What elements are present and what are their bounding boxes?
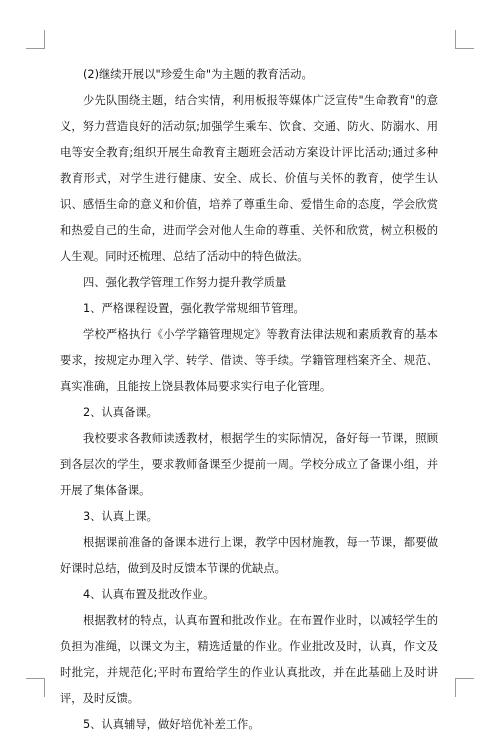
crop-mark-top-left (26, 30, 45, 49)
crop-mark-top-right (455, 30, 474, 49)
body-paragraph-teaching: 根据课前准备的备课本进行上课，教学中因材施教，每一节课，都要做好课时总结，做到及时反馈本节课的优缺点。 (60, 536, 438, 575)
subheading-lesson-prep: 2、认真备课。 (83, 406, 158, 419)
body-paragraph-life-education: 少先队围绕主题，结合实情，利用板报等媒体广泛宣传"生命教育"的意义，努力营造良好的活动氛;加强学生乘车、饮食、交通、防火、防溺水、用电等安全教育;组织开展生命教育主题班会活动方案设计评比活动;通过多种教育形式，对学生进行健康、安全、成长、价值与关怀的教育，使学生认识、感悟生命的意义和价值，培养了尊重生命、爱惜生命的态度，学会欣赏和热爱自己的生命，进而学会对他人生命的尊重、关怀和欣赏，树立积极的人生观。同时还梳理、总结了活动中的特色做法。 (60, 94, 438, 263)
section-heading-teaching-management: 四、强化教学管理工作努力提升教学质量 (83, 276, 287, 289)
subheading-curriculum: 1、严格课程设置，强化教学常规细节管理。 (83, 302, 305, 315)
subheading-life-education: (2)继续开展以"珍爱生命"为主题的教育活动。 (83, 68, 313, 81)
body-paragraph-curriculum: 学校严格执行《小学学籍管理规定》等教育法律法规和素质教育的基本要求，按规定办理入学、转学、借读、等手续。学籍管理档案齐全、规范、真实准确，且能按上饶县教体局要求实行电子化管理。 (60, 328, 438, 393)
body-paragraph-homework: 根据教材的特点，认真布置和批改作业。在布置作业时，以减轻学生的负担为准绳，以课文为主，精选适量的作业。作业批改及时，认真，作文及时批完，并规范化;平时布置给学生的作业认真批改，并在此基础上及时讲评，及时反馈。 (60, 614, 438, 705)
subheading-homework: 4、认真布置及批改作业。 (83, 588, 215, 601)
document-page (60, 62, 438, 738)
subheading-tutoring: 5、认真辅导，做好培优补差工作。 (83, 718, 260, 731)
subheading-teaching: 3、认真上课。 (83, 510, 158, 523)
body-paragraph-lesson-prep: 我校要求各教师读透教材，根据学生的实际情况，备好每一节课，照顾到各层次的学生，要求教师备课至少提前一周。学校分成立了备课小组，并开展了集体备课。 (60, 432, 438, 497)
crop-mark-bottom-left (26, 678, 45, 697)
crop-mark-bottom-right (455, 678, 474, 697)
